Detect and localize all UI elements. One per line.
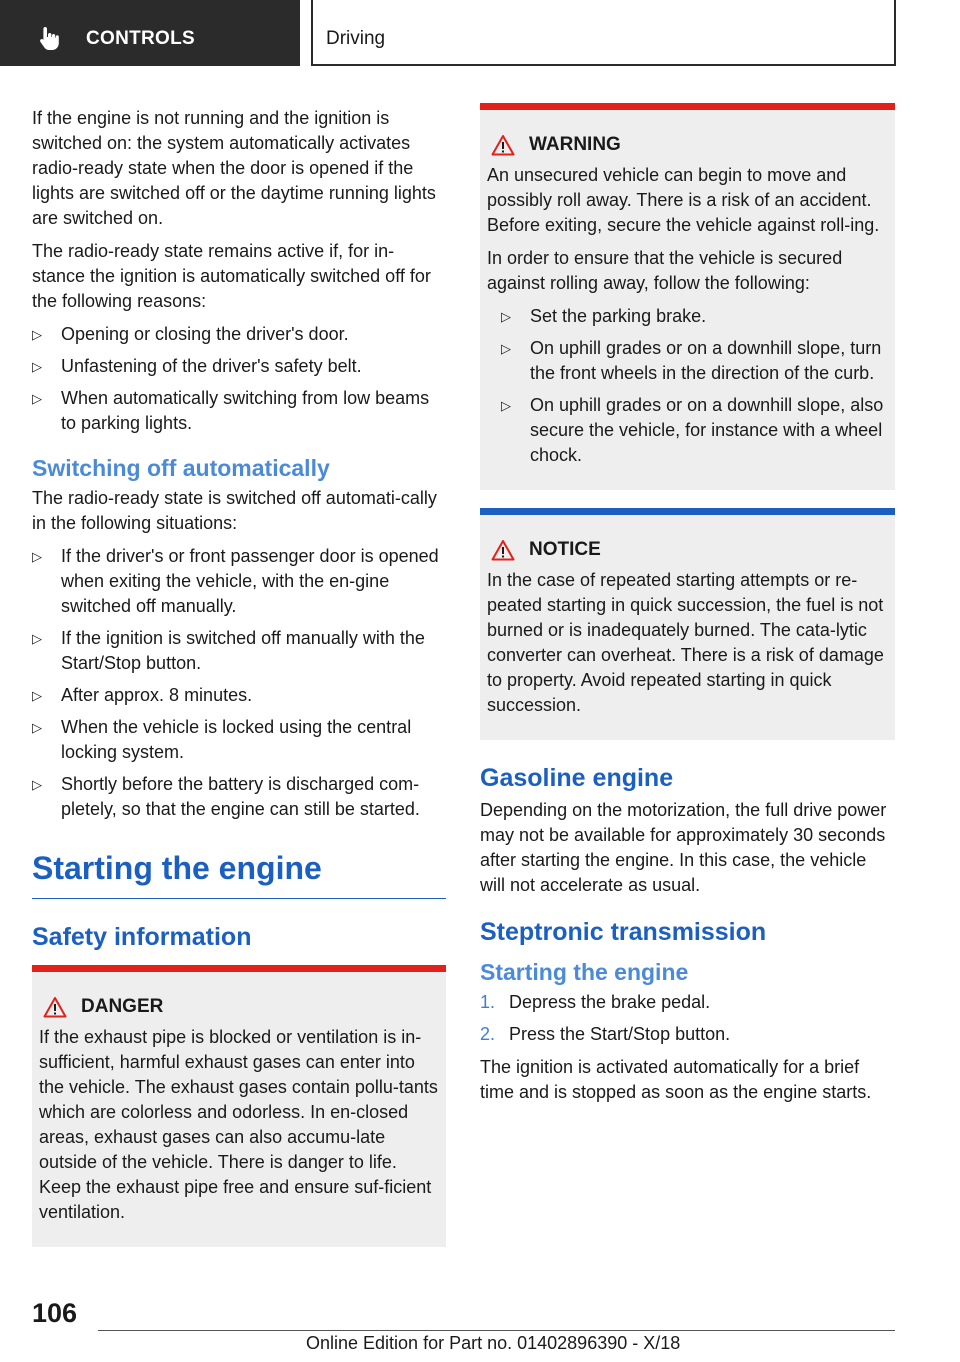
triangle-bullet-icon: ▷ bbox=[32, 391, 42, 406]
right-column bbox=[480, 103, 895, 1113]
paragraph: The radio-ready state is switched off automati-cally in the following situations: bbox=[32, 488, 437, 533]
warning-box bbox=[480, 103, 895, 490]
chapter-title: Driving bbox=[326, 28, 386, 49]
triangle-bullet-icon: ▷ bbox=[32, 327, 42, 342]
list-item: 2. Press the Start/Stop button. bbox=[480, 1024, 731, 1044]
triangle-bullet-icon: ▷ bbox=[32, 359, 42, 374]
list-item: ▷ Opening or closing the driver's door. bbox=[32, 322, 446, 347]
list-item: ▷ If the ignition is switched off manually with the Start/Stop button. bbox=[32, 628, 425, 673]
triangle-bullet-icon: ▷ bbox=[32, 777, 42, 792]
section-heading: Gasoline engine bbox=[480, 764, 674, 792]
triangle-bullet-icon: ▷ bbox=[32, 631, 42, 646]
triangle-bullet-icon: ▷ bbox=[501, 341, 511, 356]
main-heading: Starting the engine bbox=[32, 848, 446, 899]
bullet-list bbox=[32, 322, 446, 436]
list-item: ▷ On uphill grades or on a downhill slope, turn the front wheels in the direction of the curb. bbox=[501, 338, 882, 383]
danger-text: If the exhaust pipe is blocked or ventilation is in-sufficient, harmful exhaust gases can enter into the vehicle. The exhaust gases contain pollu-tants which are colorless and odorless. In en-closed areas, exhaust gases can also accumu-late outside of the vehicle. There is danger to life. Keep the exhaust pipe free and ensure suf-ficient ventilation. bbox=[39, 1027, 438, 1222]
section-tab bbox=[0, 0, 300, 66]
hand-pointer-icon bbox=[36, 24, 64, 52]
notice-text: In the case of repeated starting attempts or re-peated starting in quick succession, the fuel is not burned or is inadequately burned. The cata-lytic converter can overheat. There is a risk of damage to property. Avoid repeated starting in quick succession. bbox=[487, 570, 884, 715]
paragraph: The ignition is activated automatically for a brief time and is stopped as soon as the engine starts. bbox=[480, 1057, 872, 1102]
list-item: 1. Depress the brake pedal. bbox=[480, 992, 711, 1012]
triangle-bullet-icon: ▷ bbox=[32, 720, 42, 735]
left-column bbox=[32, 106, 446, 1265]
section-heading: Safety information bbox=[32, 923, 252, 951]
list-item: ▷ Shortly before the battery is discharged com-pletely, so that the engine can still be started. bbox=[32, 774, 420, 819]
list-item: ▷ Unfastening of the driver's safety belt. bbox=[32, 354, 446, 379]
danger-title: DANGER bbox=[39, 994, 440, 1019]
paragraph: Depending on the motorization, the full drive power may not be available for approximately 30 seconds after starting the engine. In this case, the vehicle will not accelerate as usual. bbox=[480, 800, 887, 895]
notice-title: NOTICE bbox=[487, 537, 889, 562]
list-item: ▷ If the driver's or front passenger door is opened when exiting the vehicle, with the en-gine switched off manually. bbox=[32, 546, 439, 616]
subheading: Switching off automatically bbox=[32, 455, 330, 481]
notice-box bbox=[480, 508, 895, 740]
footer-edition: Online Edition for Part no. 01402896390 - X/18 bbox=[306, 1333, 681, 1353]
list-item: ▷ When automatically switching from low beams to parking lights. bbox=[32, 388, 430, 433]
paragraph: If the engine is not running and the ignition is switched on: the system automatically activates radio-ready state when the door is opened if the lights are switched off or the daytime running lights are switched on. bbox=[32, 108, 436, 228]
warning-text: In order to ensure that the vehicle is secured against rolling away, follow the following: bbox=[487, 248, 843, 293]
page-number: 106 bbox=[32, 1298, 78, 1328]
section-heading: Steptronic transmission bbox=[480, 918, 767, 946]
numbered-list bbox=[480, 990, 895, 1047]
page-header bbox=[0, 0, 960, 66]
subheading: Starting the engine bbox=[480, 959, 689, 985]
warning-triangle-icon bbox=[43, 996, 67, 1018]
warning-title: WARNING bbox=[487, 132, 889, 157]
footer-divider bbox=[98, 1330, 895, 1331]
section-title: CONTROLS bbox=[86, 28, 196, 49]
bullet-list bbox=[501, 304, 889, 468]
triangle-bullet-icon: ▷ bbox=[501, 398, 511, 413]
warning-text: An unsecured vehicle can begin to move and possibly roll away. There is a risk of an accident. Before exiting, secure the vehicle against roll-ing. bbox=[487, 165, 880, 235]
list-item: ▷ Set the parking brake. bbox=[501, 304, 889, 329]
list-item: ▷ After approx. 8 minutes. bbox=[32, 683, 446, 708]
paragraph: The radio-ready state remains active if, for in-stance the ignition is automatically switched off for the following reasons: bbox=[32, 241, 431, 311]
chapter-tab bbox=[311, 0, 896, 66]
triangle-bullet-icon: ▷ bbox=[32, 549, 42, 564]
bullet-list bbox=[32, 544, 446, 822]
triangle-bullet-icon: ▷ bbox=[501, 309, 511, 324]
warning-triangle-icon bbox=[491, 134, 515, 156]
list-item: ▷ When the vehicle is locked using the central locking system. bbox=[32, 717, 412, 762]
triangle-bullet-icon: ▷ bbox=[32, 688, 42, 703]
warning-triangle-icon bbox=[491, 539, 515, 561]
danger-box bbox=[32, 965, 446, 1247]
list-item: ▷ On uphill grades or on a downhill slope, also secure the vehicle, for instance with a wheel chock. bbox=[501, 395, 884, 465]
